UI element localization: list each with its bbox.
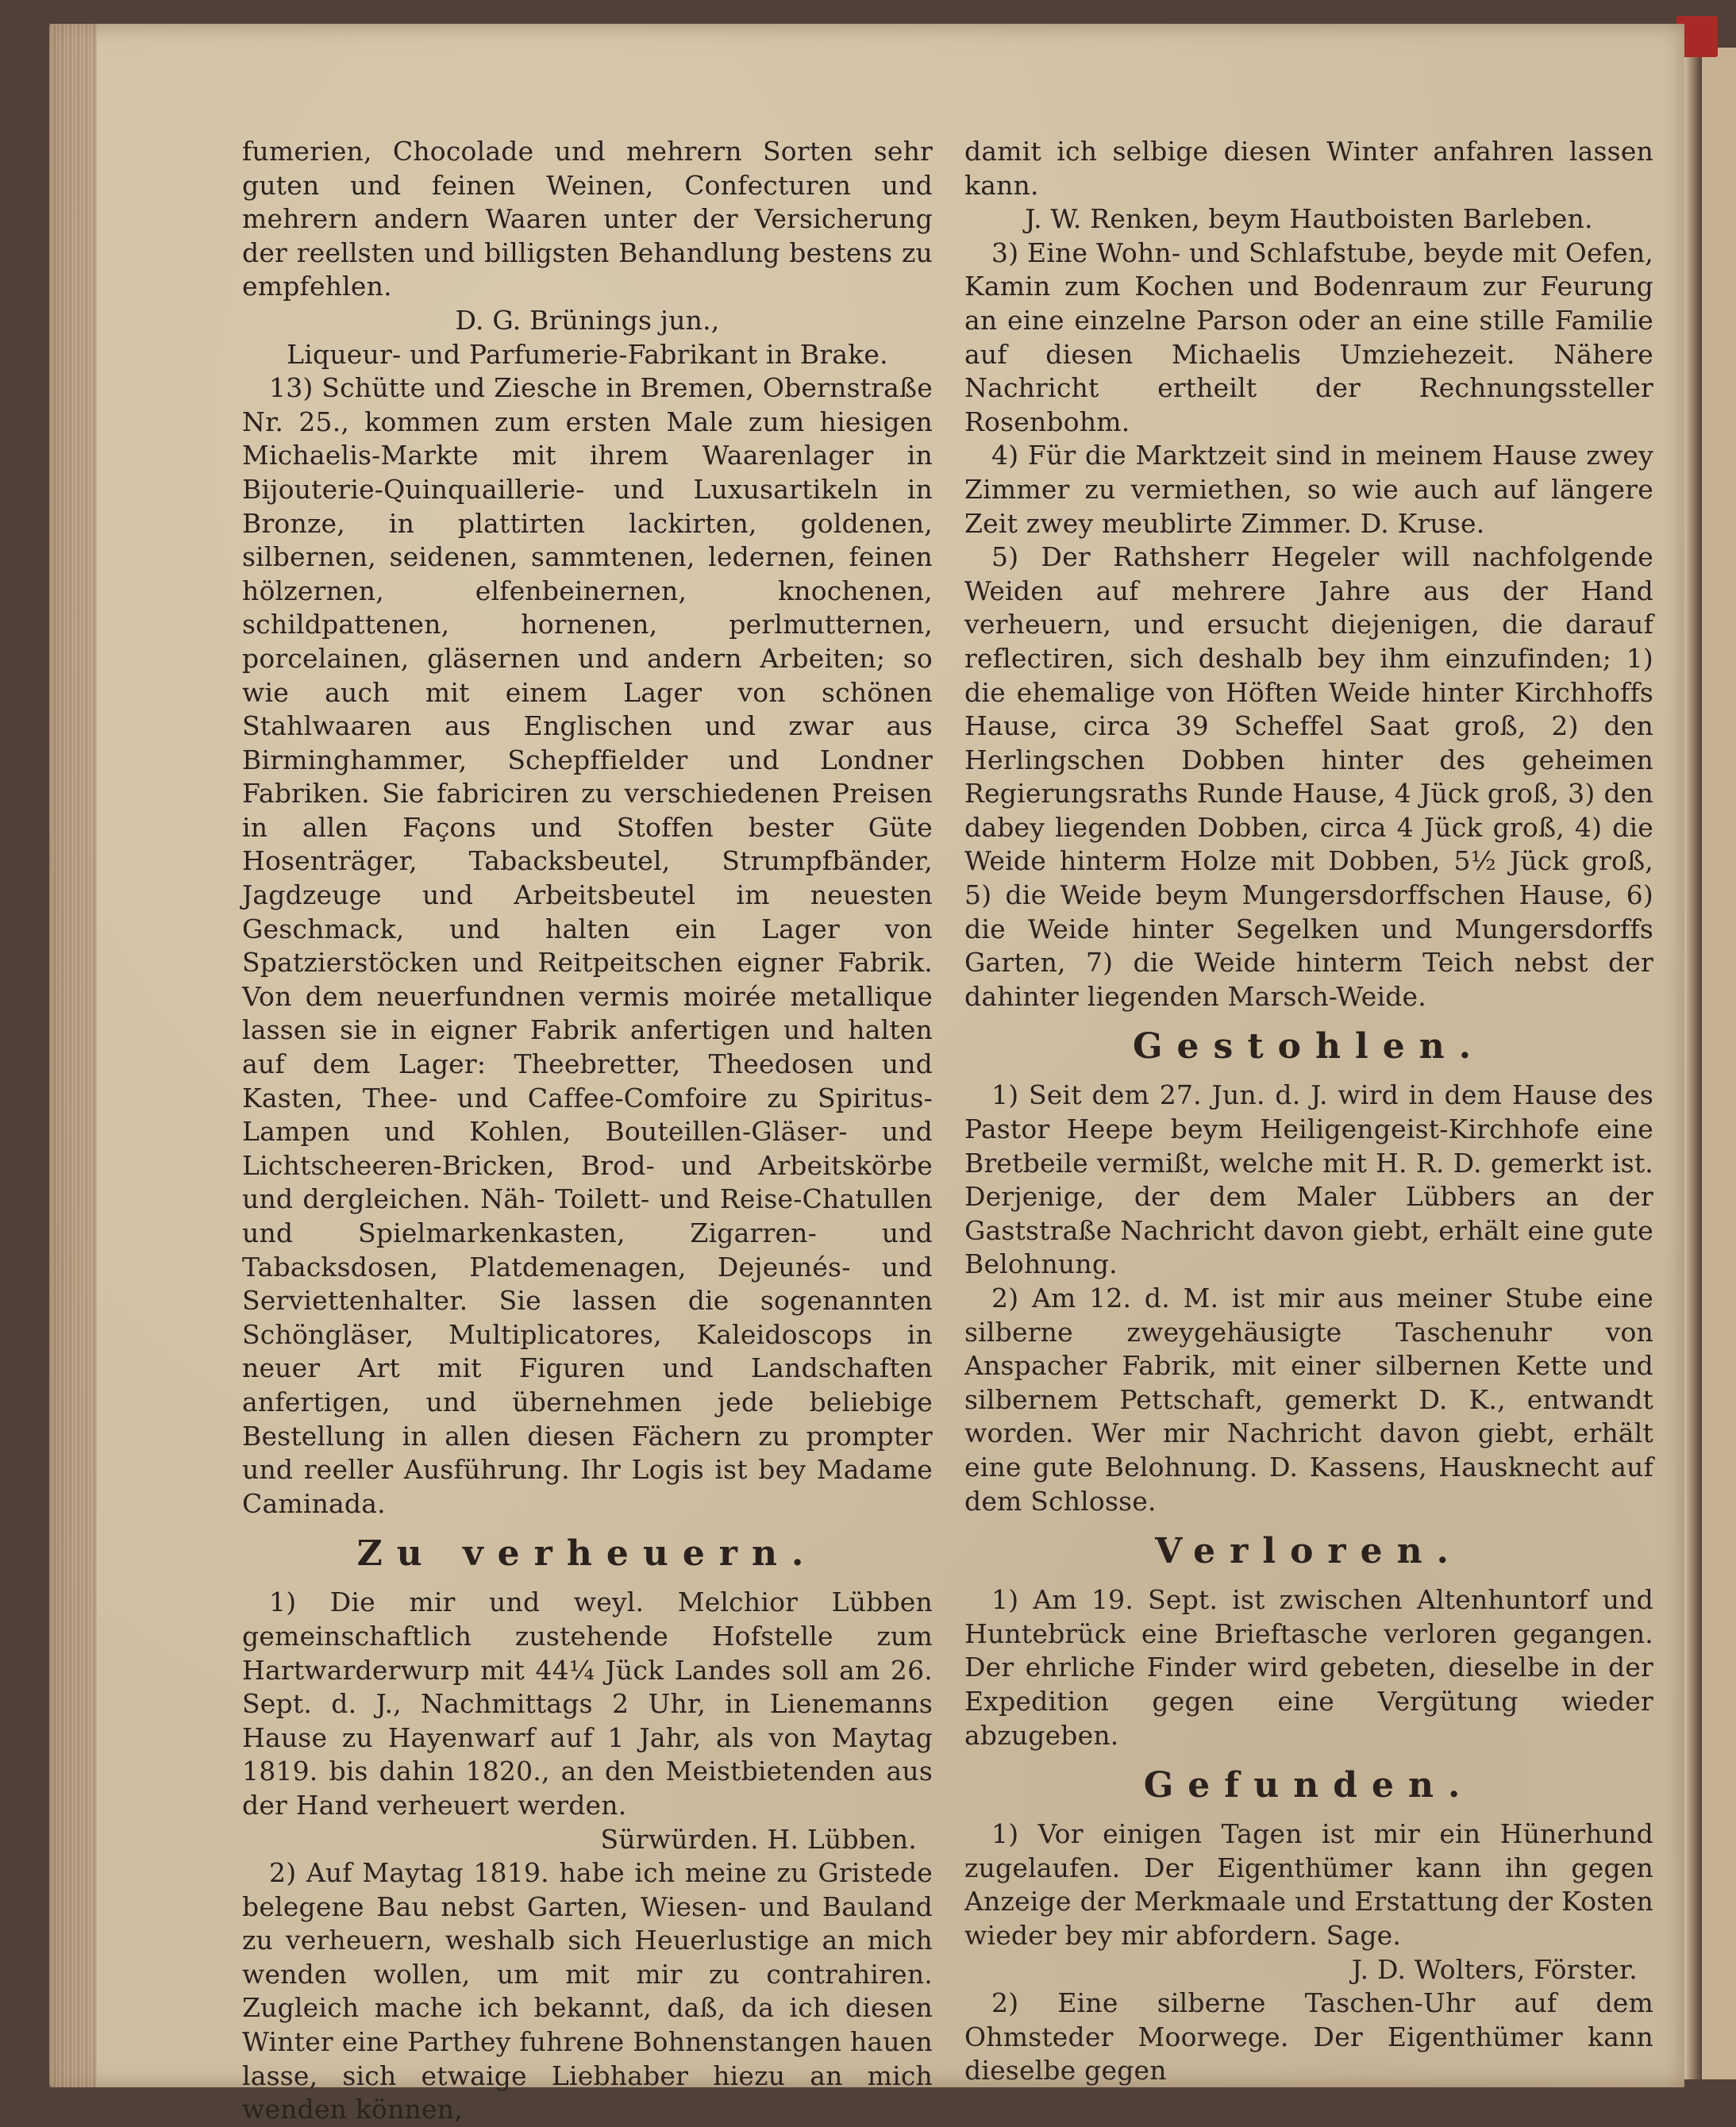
signature-rent-1: Sürwürden. H. Lübben. [600,1823,917,1855]
notice-rent-4: 4) Für die Marktzeit sind in meinem Hause zwey Zimmer zu vermiethen, so wie auch auf längere Zeit zwey meublirte Zimmer. D. Kruse. [964,440,1653,539]
notice-found-1: 1) Vor einigen Tagen ist mir ein Hünerhund zugelaufen. Der Eigenthümer kann ihn gegen Anzeige der Merkmaale und Erstattung der Kosten wieder bey mir abfordern. Sage. [964,1818,1653,1951]
notice-stolen-2: 2) Am 12. d. M. ist mir aus meiner Stube eine silberne zweygehäusigte Taschenuhr von Anspacher Fabrik, mit einer silbernen Kette und silbernem Pettschaft, gemerkt D. K., entwandt worden. Wer mir Nachricht davon giebt, erhält eine gute Belohnung. D. Kassens, Hausknecht auf dem Schlosse. [964,1283,1653,1517]
notice-rent-1: 1) Die mir und weyl. Melchior Lübben gemeinschaftlich zustehende Hofstelle zum Hartwarderwurp mit 44¼ Jück Landes soll am 26. Sept. d. J., Nachmittags 2 Uhr, in Lienemanns Hause zu Hayenwarf auf 1 Jahr, als von Maytag 1819. bis dahin 1820., an den Meistbietenden aus der Hand verheuert werden. [242,1587,933,1821]
right-column [964,135,1653,2088]
section-heading-zu-verheuern: Zu verheuern. [356,1533,818,1575]
paragraph-continued: fumerien, Chocolade und mehrern Sorten sehr guten und feinen Weinen, Confecturen und mehrern andern Waaren unter der Versicherung der reellsten und billigsten Behandlung bestens zu empfehlen. [242,136,933,302]
signature-renken: J. W. Renken, beym Hautboisten Barleben. [1025,203,1593,235]
paragraph-continued-right: damit ich selbige diesen Winter anfahren lassen kann. [964,136,1653,201]
next-page-edge [1702,48,1736,2079]
notice-found-2: 2) Eine silberne Taschen-Uhr auf dem Ohmsteder Moorwege. Der Eigenthümer kann dieselbe gegen [964,1987,1653,2087]
section-heading-verloren: Verloren. [1155,1531,1463,1572]
section-heading-gefunden: Gefunden. [1143,1765,1475,1806]
signature-wolters: J. D. Wolters, Förster. [1351,1953,1638,1985]
section-heading-gestohlen: Gestohlen. [1132,1026,1486,1067]
left-column [242,135,933,2127]
notice-lost-1: 1) Am 19. Sept. ist zwischen Altenhuntorf und Huntebrück eine Brieftasche verloren gegangen. Der ehrliche Finder wird gebeten, dieselbe in der Expedition gegen eine Vergütung wieder abzugeben. [964,1584,1653,1751]
notice-stolen-1: 1) Seit dem 27. Jun. d. J. wird in dem Hause des Pastor Heepe beym Heiligengeist-Kirchhofe eine Bretbeile vermißt, welche mit H. R. D. gemerkt ist. Derjenige, der dem Maler Lübbers an der Gaststraße Nachricht davon giebt, erhält eine gute Belohnung. [964,1079,1653,1280]
notice-rent-3: 3) Eine Wohn- und Schlafstube, beyde mit Oefen, Kamin zum Kochen und Bodenraum zur Feurung an eine einzelne Parson oder an eine stille Familie auf diesen Michaelis Umziehezeit. Nähere Nachricht ertheilt der Rechnungssteller Rosenbohm. [964,237,1653,437]
notice-13: 13) Schütte und Ziesche in Bremen, Obernstraße Nr. 25., kommen zum ersten Male zum hiesigen Michaelis-Markte mit ihrem Waarenlager in Bijouterie-Quinquaillerie- und Luxusartikeln in Bronze, in plattirten lackirten, goldenen, silbernen, seidenen, sammtenen, ledernen, feinen hölzernen, elfenbeinernen, knochenen, schildpattenen, hornenen, perlmutternen, porcelainen, gläsernen und andern Arbeiten; so wie auch mit einem Lager von schönen Stahlwaaren aus Englischen und zwar aus Birminghammer, Schepffielder und Londner Fabriken. Sie fabriciren zu verschiedenen Preisen in allen Façons und Stoffen bester Güte Hosenträger, Tabacksbeutel, Strumpfbänder, Jagdzeuge und Arbeitsbeutel im neuesten Geschmack, und halten ein Lager von Spatzierstöcken und Reitpeitschen eigner Fabrik. Von dem neuerfundnen vermis moirée metallique lassen sie in eigner Fabrik anfertigen und halten auf dem Lager: Theebretter, Theedosen und Kasten, Thee- und Caffee-Comfoire zu Spiritus-Lampen und Kohlen, Bouteillen-Gläser- und Lichtscheeren-Bricken, Brod- und Arbeitskörbe und dergleichen. Näh- Toilett- und Reise-Chatullen und Spielmarkenkasten, Zigarren- und Tabacksdosen, Platdemenagen, Dejeunés- und Serviettenhalter. Sie lassen die sogenannten Schöngläser, Multiplicatores, Kaleidoscops in neuer Art mit Figuren und Landschaften anfertigen, und übernehmen jede beliebige Bestellung in allen diesen Fächern zu prompter und reeller Ausführung. Ihr Logis ist bey Madame Caminada. [242,372,933,1519]
signature: D. G. Brünings jun., [455,304,720,336]
book-gutter [1684,32,1702,2079]
signature-title: Liqueur- und Parfumerie-Fabrikant in Brake. [287,338,888,370]
page-stack-edges [49,24,97,2087]
notice-rent-2: 2) Auf Maytag 1819. habe ich meine zu Gristede belegene Bau nebst Garten, Wiesen- und Bauland zu verheuern, weshalb sich Heuerlustige an mich wenden wollen, um mit mir zu contrahiren. Zugleich mache ich bekannt, daß, da ich diesen Winter eine Parthey fuhrene Bohnenstangen hauen lasse, sich etwaige Liebhaber hiezu an mich wenden können, [242,1857,933,2125]
notice-rent-5: 5) Der Rathsherr Hegeler will nachfolgende Weiden auf mehrere Jahre aus der Hand verheuern, und ersucht diejenigen, die darauf reflectiren, sich deshalb bey ihm einzufinden; 1) die ehemalige von Höften Weide hinter Kirchhoffs Hause, circa 39 Scheffel Saat groß, 2) den Herlingschen Dobben hinter des geheimen Regierungsraths Runde Hause, 4 Jück groß, 3) den dabey liegenden Dobben, circa 4 Jück groß, 4) die Weide hinterm Holze mit Dobben, 5½ Jück groß, 5) die Weide beym Mungersdorffschen Hause, 6) die Weide hinter Segelken und Mungersdorffs Garten, 7) die Weide hinterm Teich nebst der dahinter liegenden Marsch-Weide. [964,541,1653,1012]
